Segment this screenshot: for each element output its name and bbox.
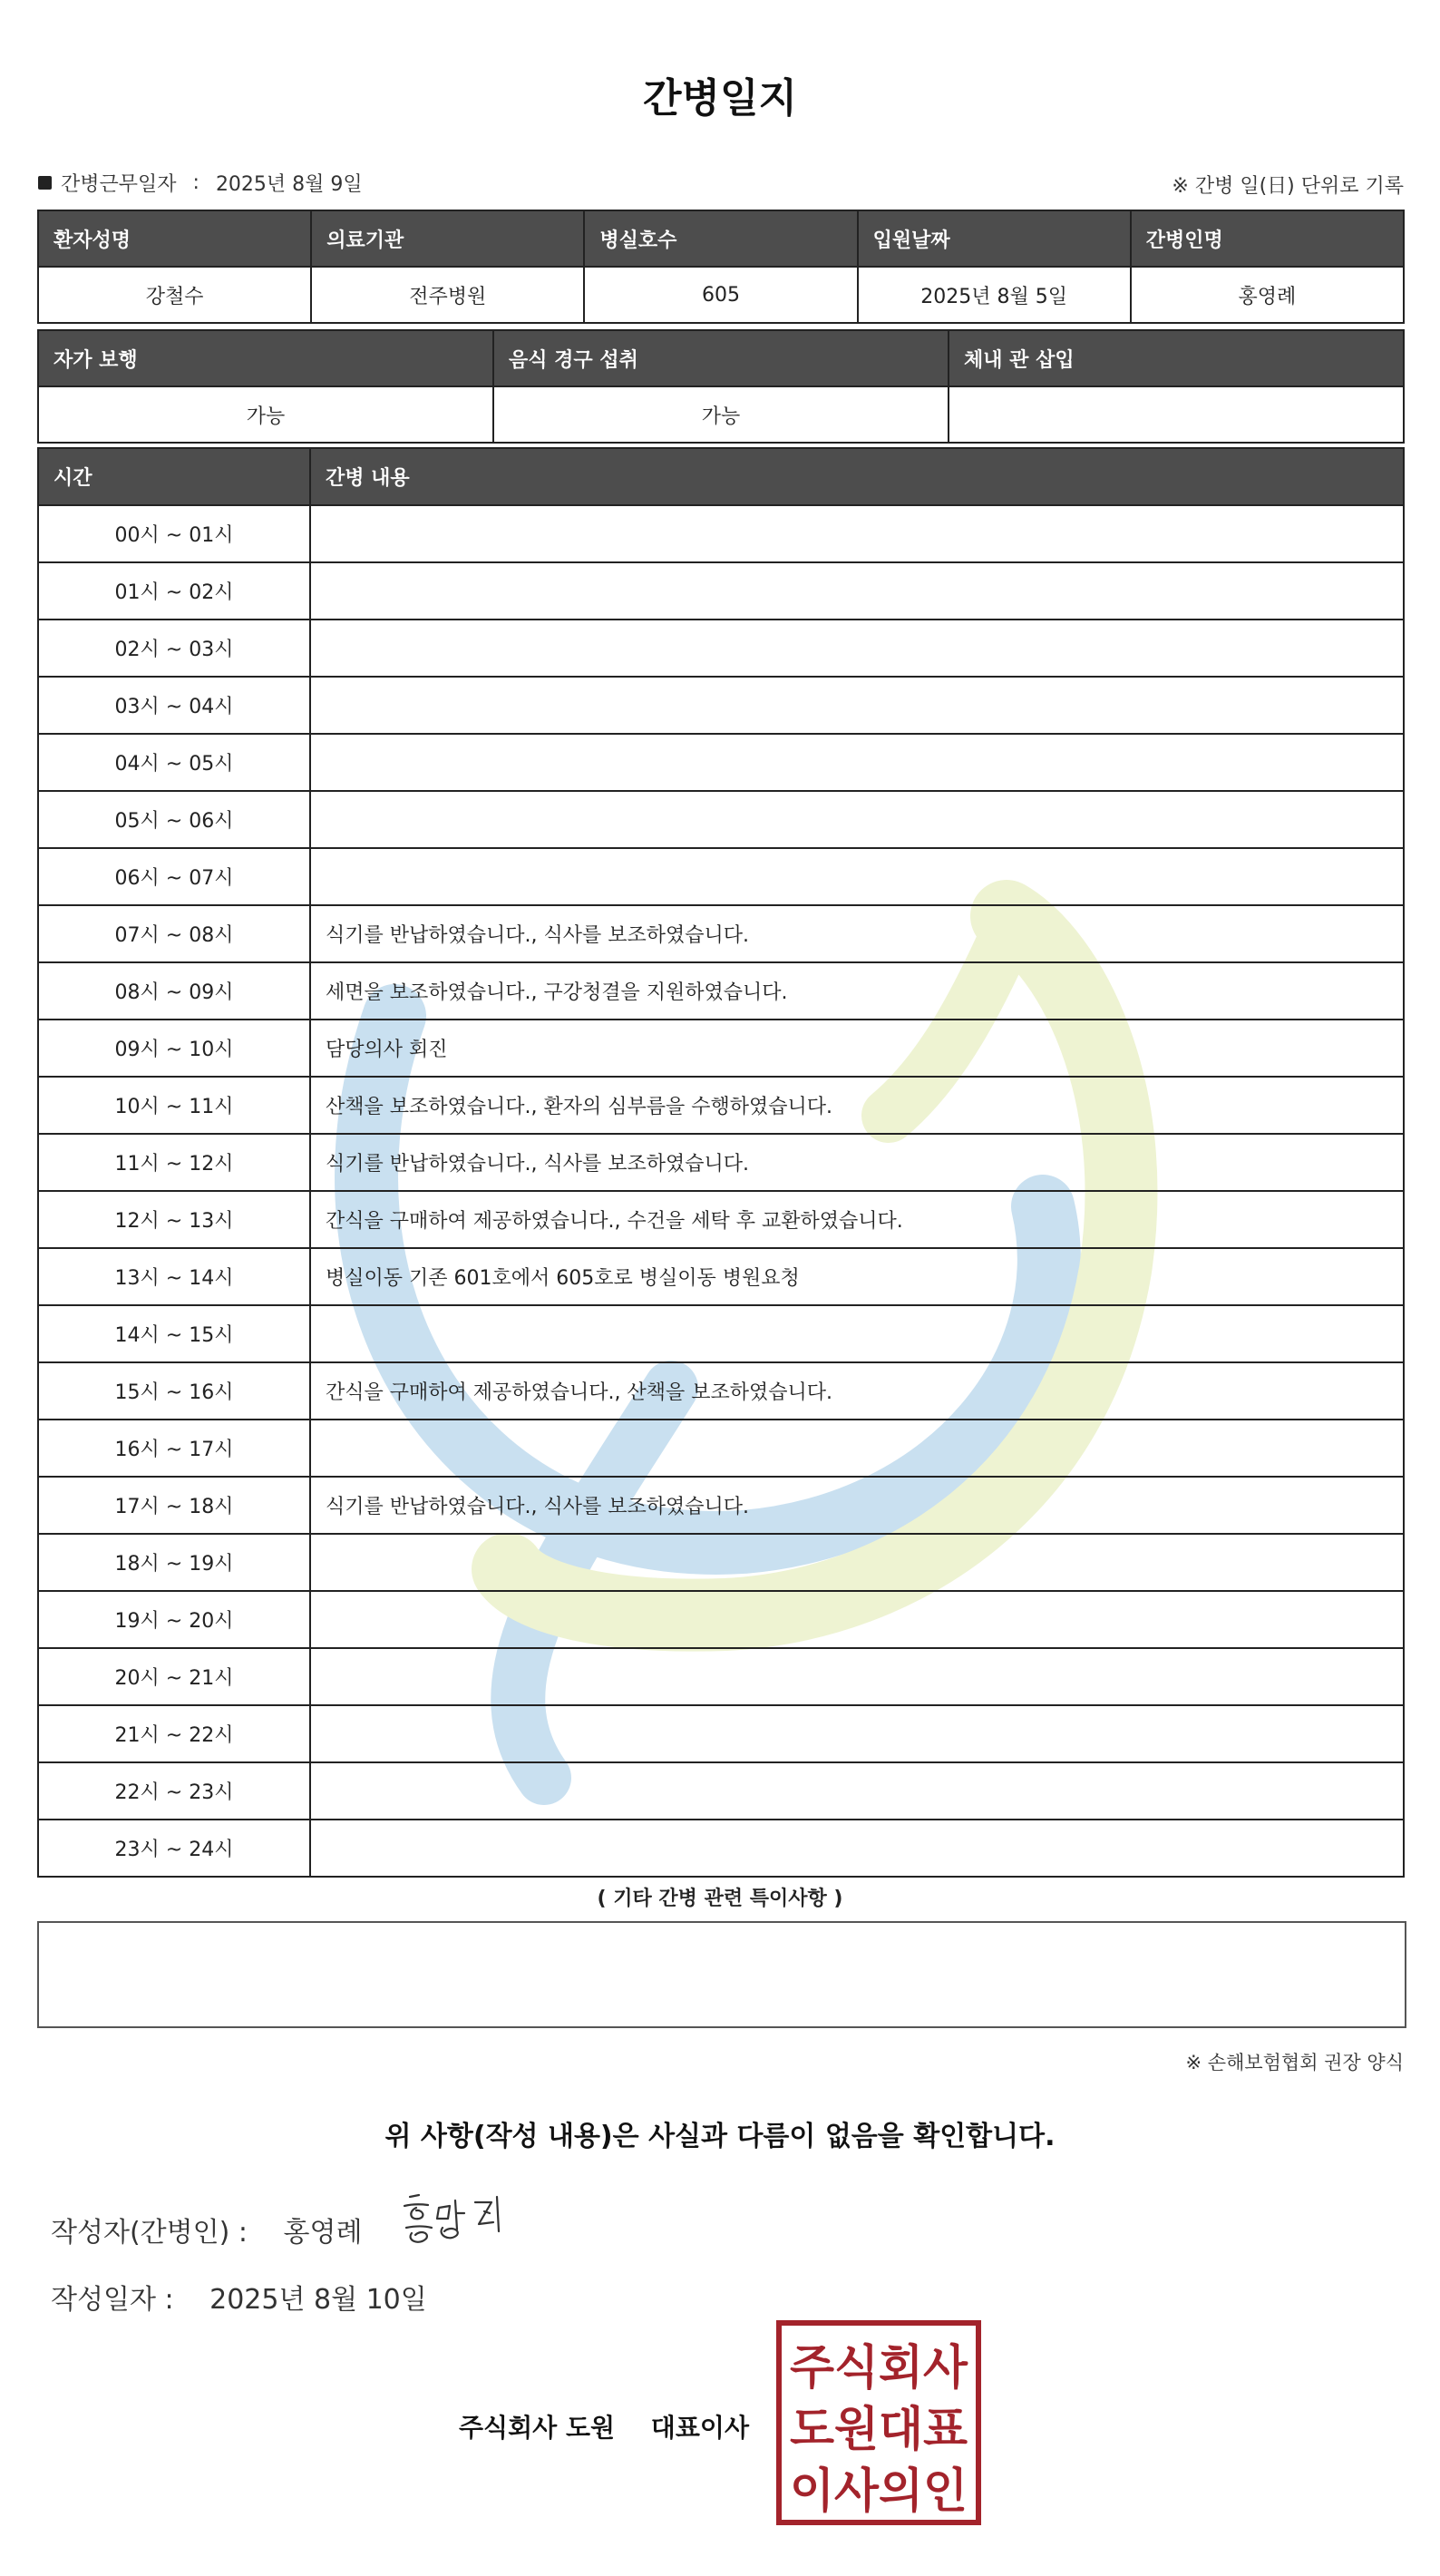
- time-cell: 04시 ~ 05시: [38, 734, 310, 791]
- header-patient-name: 환자성명: [38, 210, 311, 267]
- content-cell: [310, 1305, 1404, 1362]
- self-walking-value: 가능: [38, 386, 493, 443]
- write-date-line: [51, 2277, 427, 2317]
- recommendation-note: ※ 손해보험협회 권장 양식: [1185, 2052, 1404, 2073]
- room-number: 605: [584, 267, 857, 323]
- table-row: [38, 1020, 1404, 1077]
- writer-line: [51, 2210, 362, 2249]
- header-oral-intake: 음식 경구 섭취: [493, 330, 949, 386]
- content-cell: [310, 1820, 1404, 1877]
- content-cell: [310, 562, 1404, 620]
- table-row: [38, 1591, 1404, 1648]
- time-cell: 23시 ~ 24시: [38, 1820, 310, 1877]
- content-cell: [310, 677, 1404, 734]
- content-cell: [310, 620, 1404, 677]
- time-cell: 09시 ~ 10시: [38, 1020, 310, 1077]
- svg-text:이사의인: 이사의인: [790, 2464, 968, 2519]
- table-row: [38, 1477, 1404, 1534]
- content-cell: 간식을 구매하여 제공하였습니다., 수건을 세탁 후 교환하였습니다.: [310, 1191, 1404, 1248]
- tube-insertion-value: [949, 386, 1404, 443]
- content-cell: [310, 848, 1404, 905]
- table-row: [38, 1305, 1404, 1362]
- header-care-content: 간병 내용: [310, 448, 1404, 505]
- content-cell: [310, 734, 1404, 791]
- table-row: [38, 1362, 1404, 1420]
- work-date-line: [38, 169, 363, 197]
- writer-name: 홍영례: [283, 2217, 363, 2249]
- content-cell: 세면을 보조하였습니다., 구강청결을 지원하였습니다.: [310, 962, 1404, 1020]
- time-cell: 14시 ~ 15시: [38, 1305, 310, 1362]
- time-cell: 12시 ~ 13시: [38, 1191, 310, 1248]
- header-tube-insertion: 체내 관 삽입: [949, 330, 1404, 386]
- content-cell: [310, 1420, 1404, 1477]
- header-self-walking: 자가 보행: [38, 330, 493, 386]
- svg-text:도원대표: 도원대표: [790, 2403, 968, 2457]
- content-cell: [310, 1648, 1404, 1705]
- confirmation-statement: 위 사항(작성 내용)은 사실과 다름이 없음을 확인합니다.: [384, 2121, 1056, 2152]
- write-date-value: 2025년 8월 10일: [209, 2284, 427, 2316]
- content-cell: [310, 791, 1404, 848]
- table-row: [38, 677, 1404, 734]
- table-row: [38, 1191, 1404, 1248]
- table-row: [38, 1077, 1404, 1134]
- oral-intake-value: 가능: [493, 386, 949, 443]
- table-row: [38, 791, 1404, 848]
- time-cell: 08시 ~ 09시: [38, 962, 310, 1020]
- document-title: 간병일지: [642, 75, 797, 122]
- time-cell: 16시 ~ 17시: [38, 1420, 310, 1477]
- table-row: [38, 1534, 1404, 1591]
- table-row: [38, 1420, 1404, 1477]
- table-row: [38, 962, 1404, 1020]
- caregiver-name: 홍영례: [1131, 267, 1404, 323]
- header-hospital: 의료기관: [311, 210, 584, 267]
- time-cell: 22시 ~ 23시: [38, 1762, 310, 1820]
- table-row: [38, 1820, 1404, 1877]
- content-cell: 담당의사 회진: [310, 1020, 1404, 1077]
- bullet-square-icon: [38, 176, 52, 190]
- table-row: [38, 1762, 1404, 1820]
- table-row: [38, 905, 1404, 962]
- content-cell: 간식을 구매하여 제공하였습니다., 산책을 보조하였습니다.: [310, 1362, 1404, 1420]
- time-cell: 05시 ~ 06시: [38, 791, 310, 848]
- time-cell: 13시 ~ 14시: [38, 1248, 310, 1305]
- header-room: 병실호수: [584, 210, 857, 267]
- svg-text:주식회사: 주식회사: [790, 2341, 968, 2395]
- write-date-label: 작성일자 :: [51, 2284, 174, 2316]
- special-notes-box: [37, 1921, 1406, 2028]
- time-cell: 06시 ~ 07시: [38, 848, 310, 905]
- content-cell: [310, 505, 1404, 562]
- work-date-label: 간병근무일자: [61, 173, 177, 196]
- time-cell: 02시 ~ 03시: [38, 620, 310, 677]
- company-seal-stamp: [776, 2320, 981, 2525]
- table-row: [38, 1648, 1404, 1705]
- company-name: 주식회사 도원: [459, 2413, 616, 2443]
- table-row: [38, 562, 1404, 620]
- patient-info-table: [37, 210, 1405, 324]
- table-row: [38, 620, 1404, 677]
- time-cell: 21시 ~ 22시: [38, 1705, 310, 1762]
- patient-status-table: [37, 329, 1405, 444]
- table-row: [38, 505, 1404, 562]
- content-cell: 병실이동 기존 601호에서 605호로 병실이동 병원요청: [310, 1248, 1404, 1305]
- unit-note: ※ 간병 일(日) 단위로 기록: [1172, 175, 1404, 198]
- time-cell: 15시 ~ 16시: [38, 1362, 310, 1420]
- patient-name: 강철수: [38, 267, 311, 323]
- table-row: [38, 734, 1404, 791]
- admission-date: 2025년 8월 5일: [858, 267, 1131, 323]
- header-time: 시간: [38, 448, 310, 505]
- content-cell: [310, 1762, 1404, 1820]
- content-cell: 식기를 반납하였습니다., 식사를 보조하였습니다.: [310, 905, 1404, 962]
- time-cell: 00시 ~ 01시: [38, 505, 310, 562]
- content-cell: 산책을 보조하였습니다., 환자의 심부름을 수행하였습니다.: [310, 1077, 1404, 1134]
- time-cell: 20시 ~ 21시: [38, 1648, 310, 1705]
- header-caregiver: 간병인명: [1131, 210, 1404, 267]
- notes-title: ( 기타 간병 관련 특이사항 ): [597, 1888, 843, 1910]
- ceo-title: 대표이사: [650, 2413, 749, 2443]
- time-cell: 19시 ~ 20시: [38, 1591, 310, 1648]
- hospital-name: 전주병원: [311, 267, 584, 323]
- table-row: [38, 848, 1404, 905]
- handwritten-signature: [392, 2188, 510, 2251]
- time-cell: 10시 ~ 11시: [38, 1077, 310, 1134]
- content-cell: [310, 1591, 1404, 1648]
- time-cell: 17시 ~ 18시: [38, 1477, 310, 1534]
- time-cell: 07시 ~ 08시: [38, 905, 310, 962]
- table-row: [38, 1248, 1404, 1305]
- time-cell: 03시 ~ 04시: [38, 677, 310, 734]
- content-cell: [310, 1705, 1404, 1762]
- header-admission-date: 입원날짜: [858, 210, 1131, 267]
- care-log-table: [37, 447, 1405, 1878]
- time-cell: 18시 ~ 19시: [38, 1534, 310, 1591]
- content-cell: 식기를 반납하였습니다., 식사를 보조하였습니다.: [310, 1477, 1404, 1534]
- table-row: [38, 1134, 1404, 1191]
- time-cell: 01시 ~ 02시: [38, 562, 310, 620]
- time-cell: 11시 ~ 12시: [38, 1134, 310, 1191]
- work-date-value: 2025년 8월 9일: [215, 173, 363, 196]
- writer-label: 작성자(간병인) :: [51, 2217, 248, 2249]
- company-signature-line: [459, 2408, 749, 2444]
- content-cell: [310, 1534, 1404, 1591]
- work-date-colon: :: [192, 171, 199, 194]
- content-cell: 식기를 반납하였습니다., 식사를 보조하였습니다.: [310, 1134, 1404, 1191]
- table-row: [38, 1705, 1404, 1762]
